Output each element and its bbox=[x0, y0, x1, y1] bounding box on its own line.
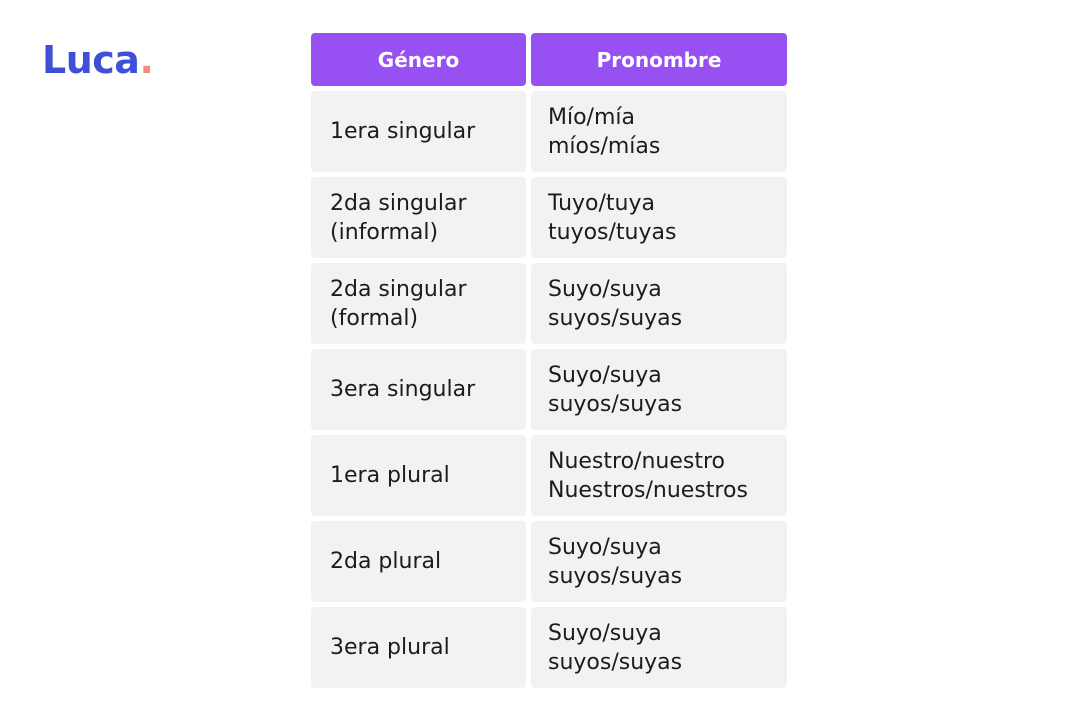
cell-pronombre bbox=[531, 91, 787, 172]
pronombre-line: Nuestros/nuestros bbox=[548, 477, 748, 503]
cell-genero bbox=[311, 435, 526, 516]
table-header-row bbox=[311, 33, 787, 86]
table-row bbox=[311, 177, 787, 258]
pronombre-line: Suyo/suya bbox=[548, 362, 662, 388]
pronombre-line: Tuyo/tuya bbox=[548, 190, 656, 216]
table-row bbox=[311, 349, 787, 430]
cell-genero bbox=[311, 263, 526, 344]
genero-line: 2da plural bbox=[330, 549, 442, 574]
cell-genero bbox=[311, 177, 526, 258]
table-row bbox=[311, 607, 787, 688]
pronombre-line: suyos/suyas bbox=[548, 563, 683, 589]
pronombre-line: Suyo/suya bbox=[548, 620, 662, 646]
cell-pronombre bbox=[531, 263, 787, 344]
genero-line: 3era singular bbox=[330, 377, 476, 402]
pronombre-line: míos/mías bbox=[548, 133, 661, 159]
genero-line: 1era singular bbox=[330, 119, 476, 144]
pronombre-line: Mío/mía bbox=[548, 104, 635, 130]
table-row bbox=[311, 521, 787, 602]
genero-line: (formal) bbox=[330, 305, 419, 331]
pronombre-line: Suyo/suya bbox=[548, 534, 662, 560]
cell-pronombre bbox=[531, 349, 787, 430]
cell-pronombre bbox=[531, 521, 787, 602]
logo-wordmark: Luca bbox=[42, 38, 140, 82]
header-pronombre: Pronombre bbox=[531, 33, 787, 86]
pronombre-line: Nuestro/nuestro bbox=[548, 448, 725, 474]
pronombre-line: suyos/suyas bbox=[548, 391, 683, 417]
genero-line: (informal) bbox=[330, 219, 439, 245]
cell-genero bbox=[311, 91, 526, 172]
pronombre-line: suyos/suyas bbox=[548, 305, 683, 331]
pronoun-table bbox=[311, 33, 787, 693]
genero-line: 3era plural bbox=[330, 635, 450, 660]
table-row bbox=[311, 435, 787, 516]
table-row bbox=[311, 263, 787, 344]
pronombre-line: Suyo/suya bbox=[548, 276, 662, 302]
table-row bbox=[311, 91, 787, 172]
cell-genero bbox=[311, 349, 526, 430]
cell-genero bbox=[311, 521, 526, 602]
pronombre-line: suyos/suyas bbox=[548, 649, 683, 675]
cell-pronombre bbox=[531, 435, 787, 516]
cell-genero bbox=[311, 607, 526, 688]
luca-logo bbox=[42, 38, 153, 82]
header-genero: Género bbox=[311, 33, 526, 86]
pronombre-line: tuyos/tuyas bbox=[548, 219, 677, 245]
genero-line: 2da singular bbox=[330, 276, 467, 302]
genero-line: 2da singular bbox=[330, 190, 467, 216]
cell-pronombre bbox=[531, 607, 787, 688]
logo-dot: . bbox=[139, 38, 154, 82]
cell-pronombre bbox=[531, 177, 787, 258]
genero-line: 1era plural bbox=[330, 463, 450, 488]
